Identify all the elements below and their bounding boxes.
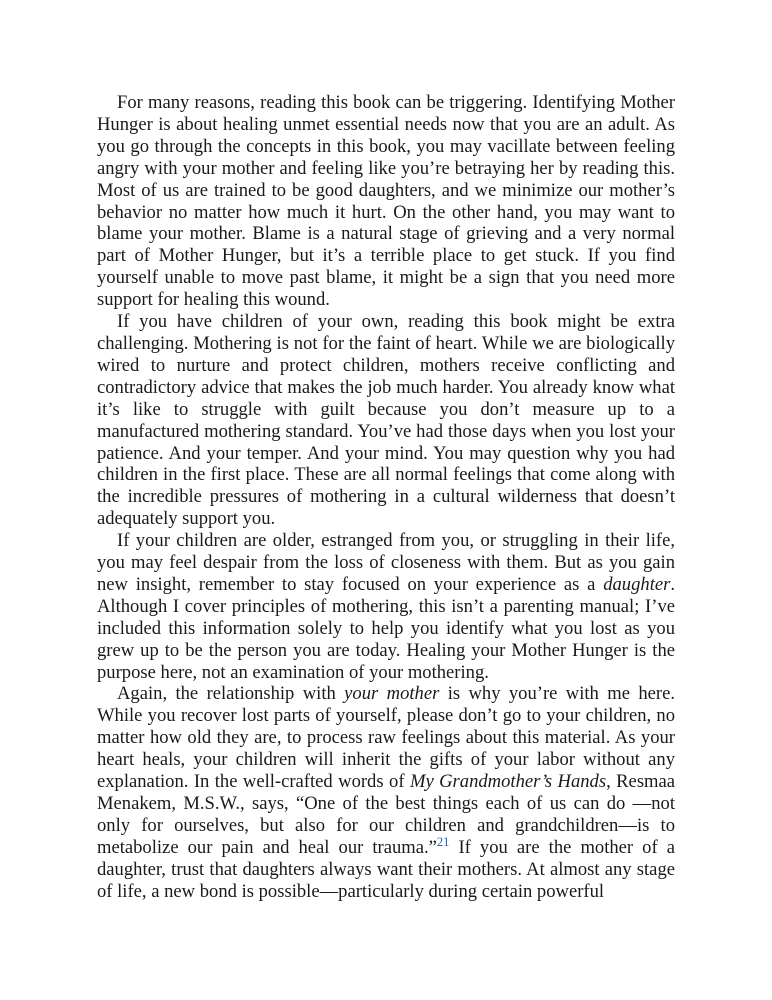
paragraph-4: [97, 683, 675, 902]
paragraph-text: . Although I cover principles of mothering, this isn’t a parenting manual; I’ve included this information solely to help you identify what you lost as you grew up to be the person you are today. Healing your Mother Hunger is the purpose here, not an examination of your mothering.: [97, 573, 675, 683]
book-title-italic: My Grandmother’s Hands: [409, 771, 607, 793]
paragraph-text: Again, the relationship with: [117, 683, 345, 705]
paragraph-2: [97, 311, 675, 530]
footnote-link[interactable]: 21: [436, 834, 450, 849]
paragraph-text: If you are the mother of a daughter, trust that daughters always want their mothers. At almost any stage of life, a new bond is possible—particularly during certain powerful: [97, 836, 675, 902]
paragraph-text: For many reasons, reading this book can be triggering. Identifying Mother Hunger is about healing unmet essential needs now that you are an adult. As you go through the concepts in this book, you may vacillate between feeling angry with your mother and feeling like you’re betraying her by reading this. Most of us are trained to be good daughters, and we minimize our mother’s behavior no matter how much it hurt. On the other hand, you may want to blame your mother. Blame is a natural stage of grieving and a very normal part of Mother Hunger, but it’s a terrible place to get stuck. If you find yourself unable to move past blame, it might be a sign that you need more support for healing this wound.: [97, 92, 675, 311]
paragraph-text: If you have children of your own, reading this book might be extra challenging. Mothering is not for the faint of heart. While we are biologically wired to nurture and protect children, mothers receive conflicting and contradictory advice that makes the job much harder. You already know what it’s like to struggle with guilt because you don’t measure up to a manufactured mothering standard. You’ve had those days when you lost your patience. And your temper. And your mind. You may question why you had children in the first place. These are all normal feelings that come along with the incredible pressures of mothering in a cultural wilderness that doesn’t adequately support you.: [97, 311, 675, 530]
paragraph-text: If your children are older, estranged from you, or struggling in their life, you may feel despair from the loss of closeness with them. But as you gain new insight, remember to stay focused on your experience as a: [97, 530, 675, 595]
paragraph-text: , Resmaa Menakem, M.S.W., says, “One of the best things each of us can do —not only for ourselves, but also for our children and grandchildren—is to metabolize our pain and heal our trauma.”: [97, 771, 676, 858]
emphasis-daughter: daughter: [603, 573, 671, 595]
book-page-body: [97, 92, 675, 903]
emphasis-your-mother: your mother: [344, 683, 440, 705]
paragraph-1: [97, 92, 675, 311]
paragraph-text: is why you’re with me here. While you recover lost parts of yourself, please don’t go to your children, no matter how old they are, to process raw feelings about this material. As your heart heals, your children will inherit the gifts of your labor without any explanation. In the well-crafted words of: [97, 683, 675, 793]
paragraph-3: [97, 530, 675, 683]
